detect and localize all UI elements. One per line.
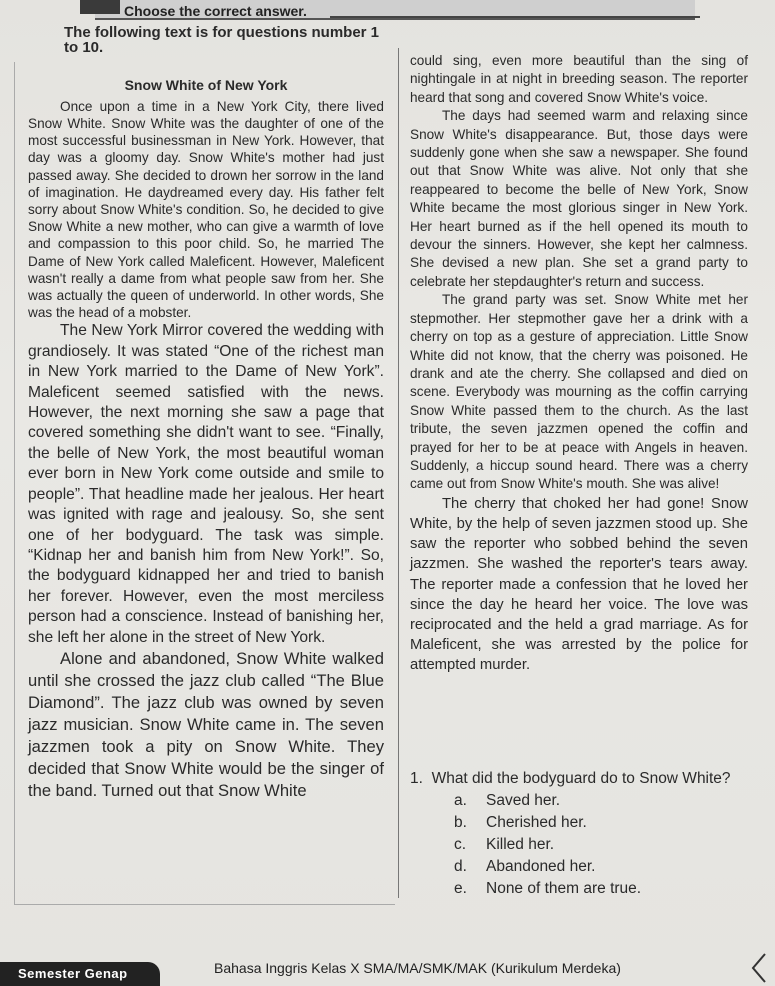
story-right-column xyxy=(410,52,748,676)
chevron-left-icon xyxy=(747,950,771,986)
semester-badge xyxy=(0,962,160,986)
story-paragraph: Alone and abandoned, Snow White walked until she crossed the jazz club called “The Blue Diamond”. The jazz club was owned by seven jazz musician. Snow White came in. The seven jazzmen took a pity on Snow White. They decided that Snow White would be the singer of the band. Turned out that Snow White xyxy=(28,648,384,800)
story-paragraph: The grand party was set. Snow White met her stepmother. Her stepmother gave her a drink with a cherry on top as a gesture of appreciation. Little Snow White did not know, that the cherry was poisoned. He drank and ate the cherry. She collapsed and died on scene. Everybody was mourning as the coffin carrying Snow White passed them to the church. As the last tribute, the seven jazzmen opened the coffin and prayed for her to be at peace with Angels in heaven. Suddenly, a hiccup sound heard. There was a cherry came out from Snow White's mouth. She was alive! xyxy=(410,292,748,492)
question-block xyxy=(410,768,770,900)
question-1 xyxy=(410,768,770,790)
option-e[interactable] xyxy=(410,878,770,900)
column-divider xyxy=(398,48,399,898)
option-text: Killed her. xyxy=(486,836,555,853)
header-tab-mark xyxy=(80,0,120,14)
story-paragraph: The New York Mirror covered the wedding with grandiosely. It was stated “One of the richest man in New York married to the Dame of New York”. Maleficent seemed satisfied with the news. However, the next morning she saw a page that covered something she didn't want to see. “Finally, the belle of New York, the most beautiful woman ever born in New York come outside and smile to people”. That headline made her jealous. Her heart was ignited with rage and jealousy. So, she sent one of her bodyguard. The task was simple. “Kidnap her and banish him from New York!”. So, the bodyguard kidnapped her and tried to banish her forever. However, even the most merciless person had a conscience. Instead of banishing her, she left her alone in the street of New York. xyxy=(28,322,384,646)
header-rule xyxy=(330,16,700,18)
page-footer xyxy=(0,950,775,986)
option-text: Cherished her. xyxy=(486,814,587,831)
option-letter: b. xyxy=(454,814,467,831)
story-left-column xyxy=(28,75,384,802)
intro-text: The following text is for questions number 1 to 10. xyxy=(64,24,380,56)
option-c[interactable] xyxy=(410,834,770,856)
story-paragraph: Once upon a time in a New York City, there lived Snow White. Snow White was the daughter of one of the most successful businessman in New York. However, that day was a gloomy day. Snow White's mother had just passed away. She decided to drown her sorrow in the land of imagination. He daydreamed every day. His father felt sorry about Snow White's condition. So, he decided to give Snow White a new mother, who can give a warmth of love and compassion to this poor child. So, he married The Dame of New York called Maleficent. However, Maleficent wasn't really a dame from what people saw from her. She was actually the queen of underworld. In other words, She was the head of a mobster. xyxy=(28,98,384,321)
semester-badge-label: Semester Genap xyxy=(18,966,128,981)
option-letter: e. xyxy=(454,880,467,897)
story-paragraph: could sing, even more beautiful than the sing of nightingale in at night in breeding season. The reporter heard that song and covered Snow White's voice. xyxy=(410,53,748,105)
book-title: Bahasa Inggris Kelas X SMA/MA/SMK/MAK (Kurikulum Merdeka) xyxy=(214,960,621,976)
option-b[interactable] xyxy=(410,812,770,834)
option-letter: a. xyxy=(454,792,467,809)
story-title: Snow White of New York xyxy=(124,77,288,93)
instruction-heading: Choose the correct answer. xyxy=(124,3,307,19)
option-letter: d. xyxy=(454,858,467,875)
option-text: Abandoned her. xyxy=(486,858,596,875)
option-text: None of them are true. xyxy=(486,880,642,897)
question-number: 1. xyxy=(410,770,423,787)
option-a[interactable] xyxy=(410,790,770,812)
story-paragraph: The days had seemed warm and relaxing since Snow White's disappearance. But, those days were suddenly gone when she saw a newspaper. She found out that Snow White was alive. Not only that she reappeared to become the belle of New York, Snow White became the most glorious singer in New York. Her heart burned as if the hell opened its mouth to devour the sinners. However, she kept her calmness. She devised a new plan. She set a grand party to celebrate her stepdaughter's return and success. xyxy=(410,108,748,289)
option-letter: c. xyxy=(454,836,467,853)
story-paragraph: The cherry that choked her had gone! Snow White, by the help of seven jazzmen stood up. She saw the reporter who sobbed behind the seven jazzmen. She washed the reporter's tears away. The reporter made a confession that he loved her since the day he heard her voice. The love was reciprocated and the held a grad marriage. As for Maleficent, she was arrested by the police for attempted murder. xyxy=(410,495,748,674)
question-text: What did the bodyguard do to Snow White? xyxy=(431,770,731,787)
option-text: Saved her. xyxy=(486,792,561,809)
option-d[interactable] xyxy=(410,856,770,878)
